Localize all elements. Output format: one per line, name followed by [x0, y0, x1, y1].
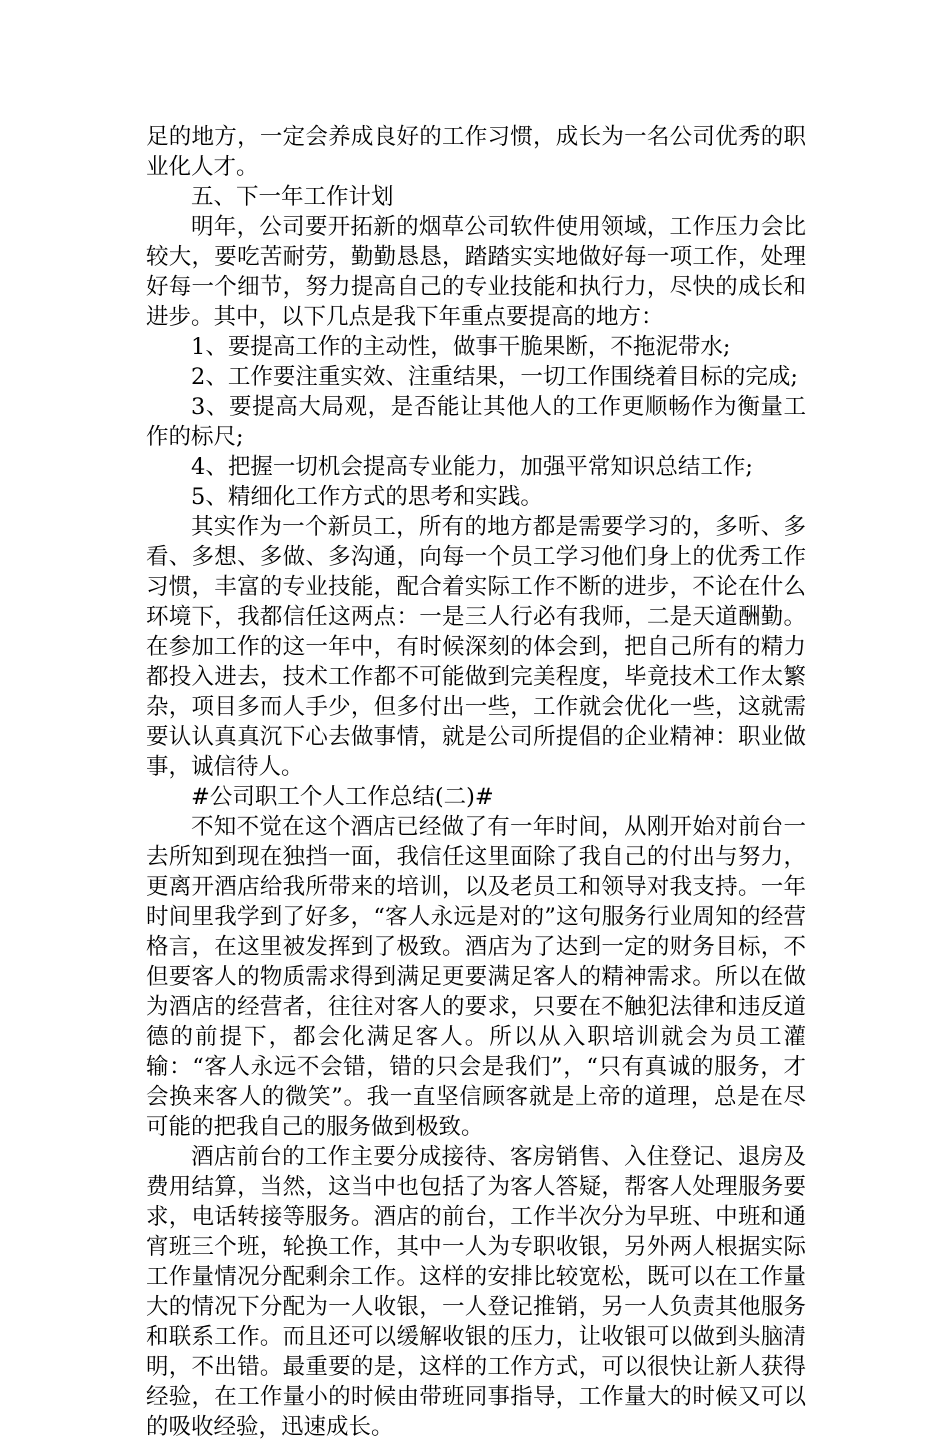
list-item-2: 2、工作要注重实效、注重结果，一切工作围绕着目标的完成;: [191, 364, 798, 390]
list-item-5: 5、精细化工作方式的思考和实践。: [191, 484, 543, 510]
paragraph-front-desk: 酒店前台的工作主要分成接待、客房销售、入住登记、退房及费用结算，当然，这当中也包括了为客人答疑，帮客人处理服务要求，电话转接等服务。酒店的前台，工作半次分为早班、中班和通宵班三个班，轮换工作，其中一人为专职收银，另外两人根据实际工作量情况分配剩余工作。这样的安排比较宽松，既可以在工作量大的情况下分配为一人收银，一人登记推销，另一人负责其他服务和联系工作。而且还可以缓解收银的压力，让收银可以做到头脑清明，不出错。最重要的是，这样的工作方式，可以很快让新人获得经验，在工作量小的时候由带班同事指导，工作量大的时候又可以的吸收经验，迅速成长。: [146, 1144, 806, 1440]
paragraph-continuation: 足的地方，一定会养成良好的工作习惯，成长为一名公司优秀的职业化人才。: [146, 124, 806, 180]
paragraph-plan-intro: 明年，公司要开拓新的烟草公司软件使用领域，工作压力会比较大，要吃苦耐劳，勤勤恳恳，踏踏实实地做好每一项工作，处理好每一个细节，努力提高自己的专业技能和执行力，尽快的成长和进步。其中，以下几点是我下年重点要提高的地方：: [146, 214, 806, 330]
document-page: [146, 122, 806, 1442]
section-heading-next-year-plan: 五、下一年工作计划: [191, 184, 394, 210]
paragraph-hotel-year: 不知不觉在这个酒店已经做了有一年时间，从刚开始对前台一去所知到现在独挡一面，我信任这里面除了我自己的付出与努力，更离开酒店给我所带来的培训，以及老员工和领导对我支持。一年时间里我学到了好多，“客人永远是对的”这句服务行业周知的经营格言，在这里被发挥到了极致。酒店为了达到一定的财务目标，不但要客人的物质需求得到满足更要满足客人的精神需求。所以在做为酒店的经营者，往往对客人的要求，只要在不触犯法律和违反道德的前提下，都会化满足客人。所以从入职培训就会为员工灌输：“客人永远不会错，错的只会是我们”，“只有真诚的服务，才会换来客人的微笑”。我一直坚信顾客就是上帝的道理，总是在尽可能的把我自己的服务做到极致。: [146, 814, 806, 1140]
section-heading-summary-two: #公司职工个人工作总结(二)#: [191, 784, 494, 810]
list-item-3: 3、要提高大局观，是否能让其他人的工作更顺畅作为衡量工作的标尺;: [146, 394, 806, 450]
paragraph-new-employee: 其实作为一个新员工，所有的地方都是需要学习的，多听、多看、多想、多做、多沟通，向每一个员工学习他们身上的优秀工作习惯，丰富的专业技能，配合着实际工作不断的进步，不论在什么环境下，我都信任这两点：一是三人行必有我师，二是天道酬勤。在参加工作的这一年中，有时候深刻的体会到，把自己所有的精力都投入进去，技术工作都不可能做到完美程度，毕竟技术工作太繁杂，项目多而人手少，但多付出一些，工作就会优化一些，这就需要认认真真沉下心去做事情，就是公司所提倡的企业精神：职业做事，诚信待人。: [146, 514, 806, 780]
list-item-1: 1、要提高工作的主动性，做事干脆果断，不拖泥带水;: [191, 334, 731, 360]
list-item-4: 4、把握一切机会提高专业能力，加强平常知识总结工作;: [191, 454, 753, 480]
